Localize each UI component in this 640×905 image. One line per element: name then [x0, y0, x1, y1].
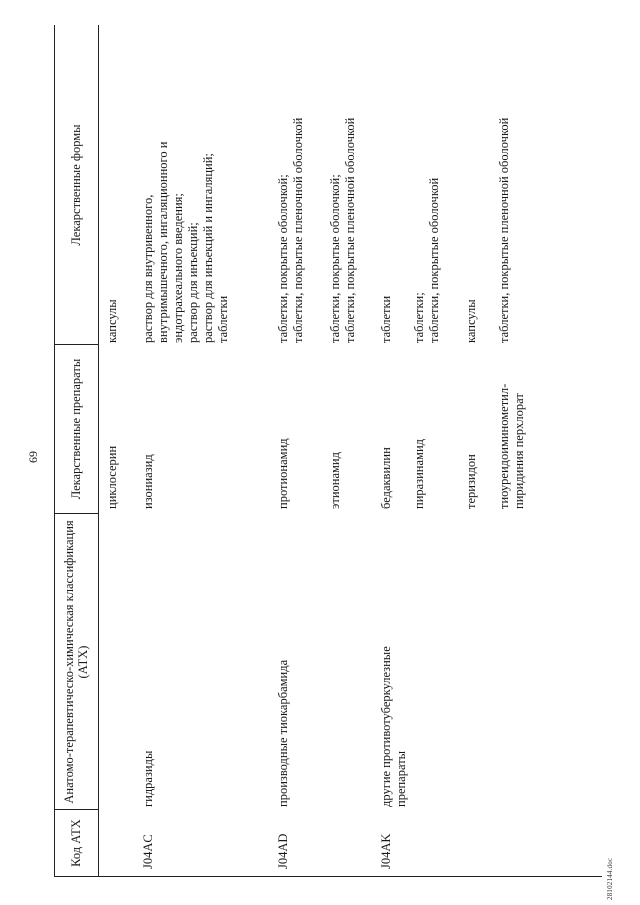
- table-header-divider: [98, 25, 99, 877]
- row-4-classification: другие противотуберкулезные препараты: [379, 646, 408, 807]
- header-col-divider-2: [54, 513, 99, 514]
- header-forms: Лекарственные формы: [69, 124, 83, 246]
- header-drugs: Лекарственные препараты: [69, 358, 83, 500]
- row-7-forms: таблетки, покрытые пленочной оболочкой: [497, 117, 511, 343]
- row-4-drug: бедаквилин: [379, 447, 393, 509]
- row-5-drug: пиразинамид: [412, 438, 426, 509]
- row-2-forms: таблетки, покрытые оболочкой; таблетки, покрытые пленочной оболочкой: [276, 117, 305, 343]
- row-1-classification: гидразиды: [141, 750, 155, 807]
- header-code: Код АТХ: [69, 819, 83, 867]
- row-3-forms: таблетки, покрытые оболочкой; таблетки, покрытые пленочной оболочкой: [328, 117, 357, 343]
- row-6-drug: теризидон: [464, 454, 478, 509]
- header-col-divider-1: [54, 809, 99, 810]
- row-2-code: J04AD: [276, 833, 290, 869]
- row-7-drug: тиоуреидоиминометил- пиридиния перхлорат: [497, 383, 526, 509]
- row-2-classification: производные тиокарбамида: [276, 659, 290, 807]
- row-5-forms: таблетки; таблетки, покрытые оболочкой: [412, 177, 441, 343]
- row-3-drug: этионамид: [328, 452, 342, 509]
- header-col-divider-3: [54, 344, 99, 345]
- table-left-border: [54, 876, 602, 877]
- row-1-drug: изониазид: [141, 454, 155, 509]
- row-4-forms: таблетки: [379, 295, 393, 343]
- table-top-border: [54, 25, 55, 877]
- header-classification: Анатомо-терапевтическо-химическая классификация (АТХ): [62, 520, 90, 804]
- row-6-forms: капсулы: [464, 299, 478, 343]
- row-1-code: J04AC: [141, 834, 155, 869]
- row-1-forms: раствор для внутривенного, внутримышечного, ингаляционного и эндотрахеального введения; раствор для инъекций; раствор для инъекций и ингаляций; таблетки: [141, 141, 230, 343]
- row-4-code: J04AK: [379, 833, 393, 869]
- page-number: 69: [26, 451, 40, 463]
- row-2-drug: протионамид: [276, 438, 290, 509]
- footer-filename: 28102144.doc: [606, 857, 614, 900]
- row-0-forms: капсулы: [105, 299, 119, 343]
- row-0-drug: циклосерин: [105, 445, 119, 509]
